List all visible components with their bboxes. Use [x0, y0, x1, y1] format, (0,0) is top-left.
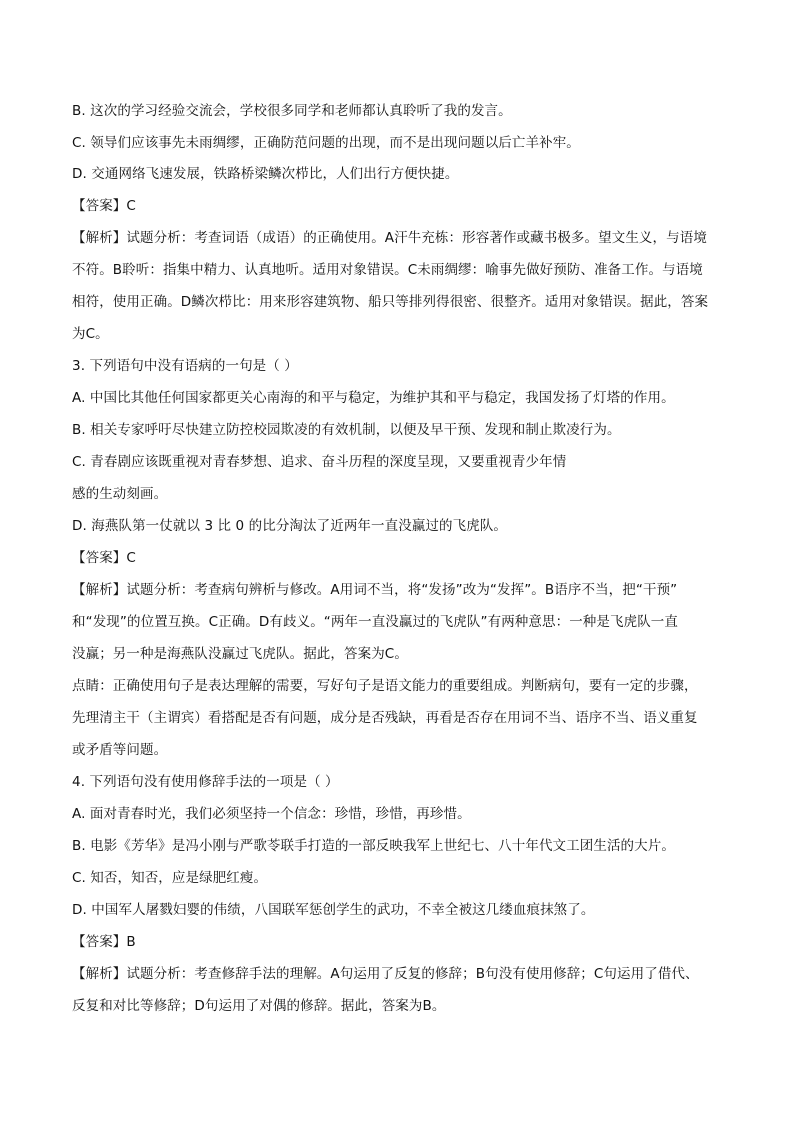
option-c-line: C. 知否，知否，应是绿肥红瘦。 [72, 870, 268, 886]
analysis-line: 反复和对比等修辞；D句运用了对偶的修辞。据此，答案为B。 [72, 998, 446, 1014]
option-c-line: C. 青春剧应该既重视对青春梦想、追求、奋斗历程的深度呈现，又要重视青少年情 [72, 454, 567, 470]
option-d-line: D. 中国军人屠戮妇婴的伟绩，八国联军惩创学生的武功，不幸全被这几缕血痕抹煞了。 [72, 902, 595, 918]
analysis-line: 【解析】试题分析：考查修辞手法的理解。A句运用了反复的修辞；B句没有使用修辞；C句运用了借代、 [72, 966, 699, 982]
analysis-line: 为C。 [72, 326, 109, 342]
analysis-line: 【解析】试题分析：考查词语（成语）的正确使用。A汗牛充栋：形容著作或藏书极多。望文生义，与语境 [72, 230, 707, 246]
option-b-line: B. 相关专家呼吁尽快建立防控校园欺凌的有效机制，以便及早干预、发现和制止欺凌行为。 [72, 422, 621, 438]
answer-line: 【答案】C [72, 198, 136, 214]
option-b-line: B. 电影《芳华》是冯小刚与严歌苓联手打造的一部反映我军上世纪七、八十年代文工团生活的大片。 [72, 838, 675, 854]
option-d-line: D. 交通网络飞速发展，铁路桥梁鳞次栉比，人们出行方便快捷。 [72, 166, 459, 182]
question-4-line: 4. 下列语句没有使用修辞手法的一项是（ ） [72, 774, 339, 790]
option-a-line: A. 面对青春时光，我们必须坚持一个信念：珍惜，珍惜，再珍惜。 [72, 806, 471, 822]
analysis-line: 没赢；另一种是海燕队没赢过飞虎队。据此，答案为C。 [72, 646, 408, 662]
note-line: 点睛：正确使用句子是表达理解的需要，写好句子是语文能力的重要组成。判断病句，要有一定的步骤， [72, 678, 698, 694]
option-a-line: A. 中国比其他任何国家都更关心南海的和平与稳定，为维护其和平与稳定，我国发扬了灯塔的作用。 [72, 390, 675, 406]
analysis-line: 不符。B聆听：指集中精力、认真地听。适用对象错误。C未雨绸缪：喻事先做好预防、准备工作。与语境 [72, 262, 703, 278]
option-c-line: C. 领导们应该事先未雨绸缪，正确防范问题的出现，而不是出现问题以后亡羊补牢。 [72, 135, 580, 151]
note-line: 先理清主干（主谓宾）看搭配是否有问题，成分是否残缺，再看是否存在用词不当、语序不当、语义重复 [72, 710, 698, 726]
analysis-line: 和“发现”的位置互换。C正确。D有歧义。“两年一直没赢过的飞虎队”有两种意思：一种是飞虎队一直 [72, 614, 678, 630]
note-line: 或矛盾等问题。 [72, 742, 168, 758]
answer-line: 【答案】B [72, 934, 136, 950]
option-d-line: D. 海燕队第一仗就以 3 比 0 的比分淘汰了近两年一直没赢过的飞虎队。 [72, 518, 508, 534]
answer-line: 【答案】C [72, 550, 136, 566]
option-c-continuation: 感的生动刻画。 [72, 486, 168, 502]
analysis-line: 相符，使用正确。D鳞次栉比：用来形容建筑物、船只等排列得很密、很整齐。适用对象错误。据此，答案 [72, 294, 709, 310]
analysis-line: 【解析】试题分析：考查病句辨析与修改。A用词不当，将“发扬”改为“发挥”。B语序不当，把“干预” [72, 582, 678, 598]
option-b-line: B. 这次的学习经验交流会，学校很多同学和老师都认真聆听了我的发言。 [72, 103, 512, 119]
question-3-line: 3. 下列语句中没有语病的一句是（ ） [72, 358, 298, 374]
